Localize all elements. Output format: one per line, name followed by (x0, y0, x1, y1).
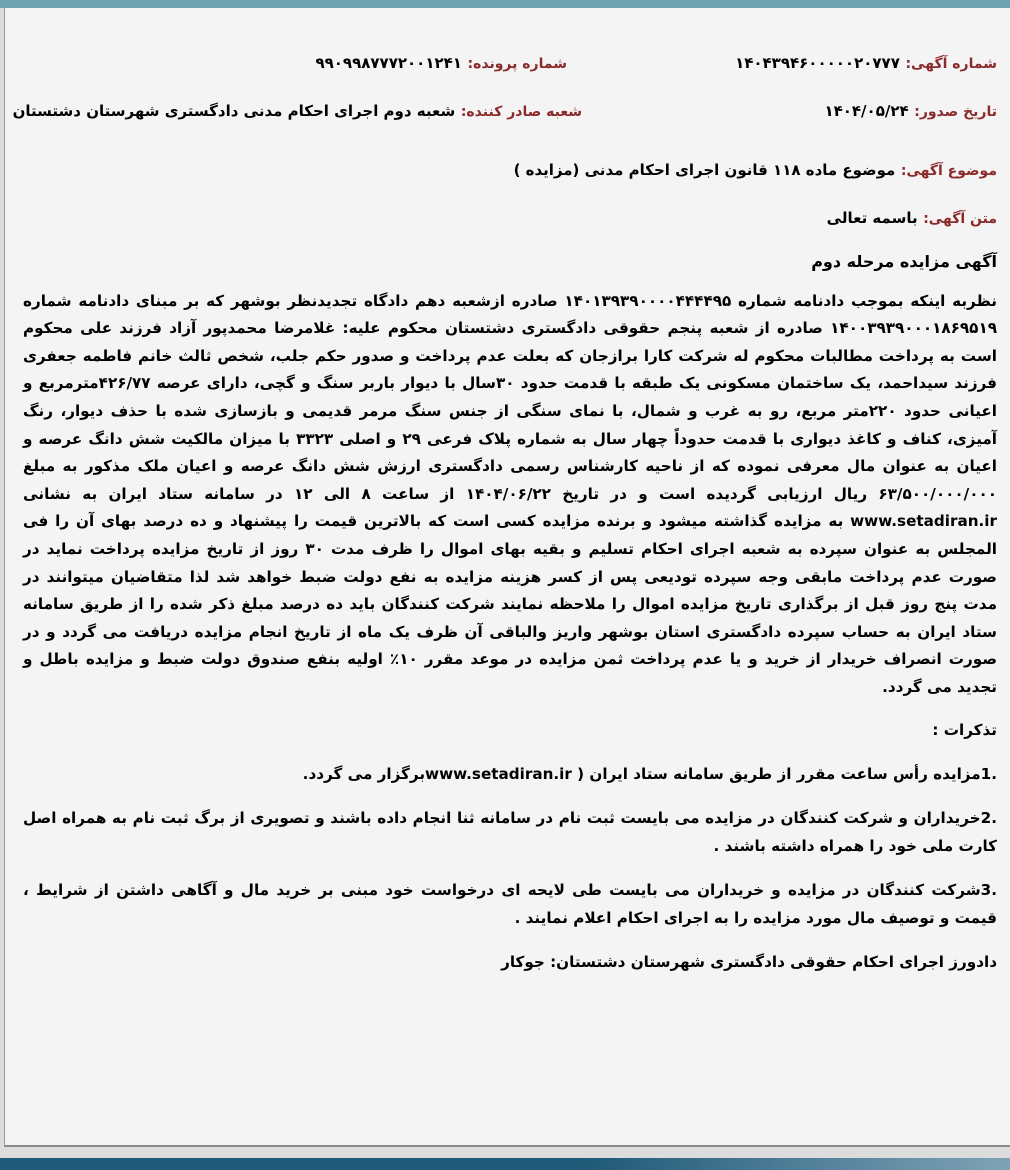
notes-section (23, 716, 997, 976)
case-number-field (315, 53, 567, 72)
text-intro: باسمه تعالی (826, 209, 918, 227)
notice-paragraph: نظربه اینکه بموجب دادنامه شماره ۱۴۰۱۳۹۳۹۰۰۰۰۴۴۴۴۹۵ صادره ازشعبه دهم دادگاه تجدیدنظر بوشهر که بر مبنای دادنامه شماره ۱۴۰۰۳۹۳۹۰۰۰۱۸۶۹۵۱۹ صادره از شعبه پنجم حقوقی دادگستری دشتستان محکوم علیه: غلامرضا محمدپور آزاد فرزند علی محکوم است به پرداخت مطالبات محکوم له شرکت کارا برازجان که بعلت عدم پرداخت و صدور حکم جلب، شخص ثالث خانم فاطمه جعفری فرزند سیداحمد، یک ساختمان مسکونی یک طبقه با قدمت حدود ۳۰سال با دیوار باربر سنگ و گچی، دارای عرصه ۴۲۶/۷۷مترمربع و اعیانی حدود ۲۲۰متر مربع، رو به غرب و شمال، با نمای سنگی از جنس سنگ مرمر قدیمی و بازسازی شده با حذف دیوار، رنگ آمیزی، کناف و کاغذ دیواری با قدمت حدوداً چهار سال به شماره پلاک فرعی ۲۹ و اصلی ۳۳۲۳ با میزان مالکیت شش دانگ عرصه و اعیان به عنوان مال معرفی نموده که از ناحیه کارشناس رسمی دادگستری ارزش شش دانگ عرصه و اعیان ملک مذکور به مبلغ ۶۳/۵۰۰/۰۰۰/۰۰۰ ریال ارزیابی گردیده است و در تاریخ ۱۴۰۴/۰۶/۲۲ از ساعت ۸ الی ۱۲ در سامانه ستاد ایران به نشانی www.setadiran.ir به مزایده گذاشته میشود و برنده مزایده کسی است که بالاترین قیمت را پیشنهاد و ده درصد بهای آن را فی المجلس به عنوان سپرده به شعبه اجرای احکام تسلیم و بقیه بهای اموال را ظرف مدت ۳۰ روز از تاریخ مزایده پرداخت نماید در صورت عدم پرداخت مابقی وجه سپرده تودیعی پس از کسر هزینه مزایده به نفع دولت ضبط خواهد شد لذا متقاضیان میتوانند در مدت پنج روز قبل از برگذاری تاریخ مزایده اموال را ملاحظه نمایند شرکت کنندگان باید ده درصد مبلغ ذکر شده را از طریق سامانه ستاد ایران به حساب سپرده دادگستری استان بوشهر واریز والباقی آن ظرف یک ماه از تاریخ انجام مزایده دریافت می گردد و در صورت انصراف خریدار از خرید و یا عدم پرداخت ثمن مزایده در موعد مقرر ۱۰٪ اولیه بنفع صندوق دولت ضبط و مزایده باطل و تجدید می گردد. (23, 291, 998, 696)
subject-field (514, 160, 997, 179)
issue-date: ۱۴۰۴/۰۵/۲۴ (824, 102, 909, 120)
issue-date-field (824, 101, 997, 120)
notice-number-field (735, 53, 997, 72)
notice-body (23, 248, 997, 992)
subject: موضوع ماده ۱۱۸ قانون اجرای احکام مدنی (مزایده ) (513, 161, 896, 179)
case-number-label: شماره پرونده: (467, 56, 567, 72)
issue-date-label: تاریخ صدور: (914, 104, 997, 120)
signature: دادورز اجرای احکام حقوقی دادگستری شهرستان دشتستان: جوکار (501, 952, 997, 971)
subject-label: موضوع آگهی: (900, 163, 997, 179)
note-item: .1مزایده رأس ساعت مقرر از طریق سامانه ستاد ایران ( www.setadiran.irبرگزار می گردد. (302, 764, 997, 783)
note-item: .3شرکت کنندگان در مزایده و خریداران می بایست طی لایحه ای درخواست خود مبنی بر خرید مال و آگاهی داشتن از شرایط ، قیمت و توصیف مال مورد مزایده را به اجرای احکام اعلام نمایند . (23, 880, 997, 927)
note-item: .2خریداران و شرکت کنندگان در مزایده می بایست ثبت نام در سامانه ثنا انجام داده باشند و تصویری از برگ ثبت نام به همراه اصل کارت ملی خود را همراه داشته باشند . (23, 808, 997, 855)
case-number: ۹۹۰۹۹۸۷۷۷۲۰۰۱۲۴۱ (315, 54, 462, 72)
window-top-bar (0, 0, 1010, 8)
taskbar (0, 1158, 1010, 1170)
text-label: متن آگهی: (923, 211, 997, 227)
issuing-branch: شعبه دوم اجرای احکام مدنی دادگستری شهرستان دشتستان (12, 102, 456, 120)
notice-number-label: شماره آگهی: (905, 56, 997, 72)
notice-panel (4, 8, 1010, 1147)
issuing-branch-label: شعبه صادر کننده: (460, 104, 582, 120)
text-field (827, 208, 997, 227)
notice-title: آگهی مزایده مرحله دوم (811, 252, 997, 271)
issuing-branch-field (13, 101, 582, 120)
notes-title: تذکرات : (932, 720, 997, 739)
notice-number: ۱۴۰۴۳۹۴۶۰۰۰۰۰۲۰۷۷۷ (735, 54, 900, 72)
